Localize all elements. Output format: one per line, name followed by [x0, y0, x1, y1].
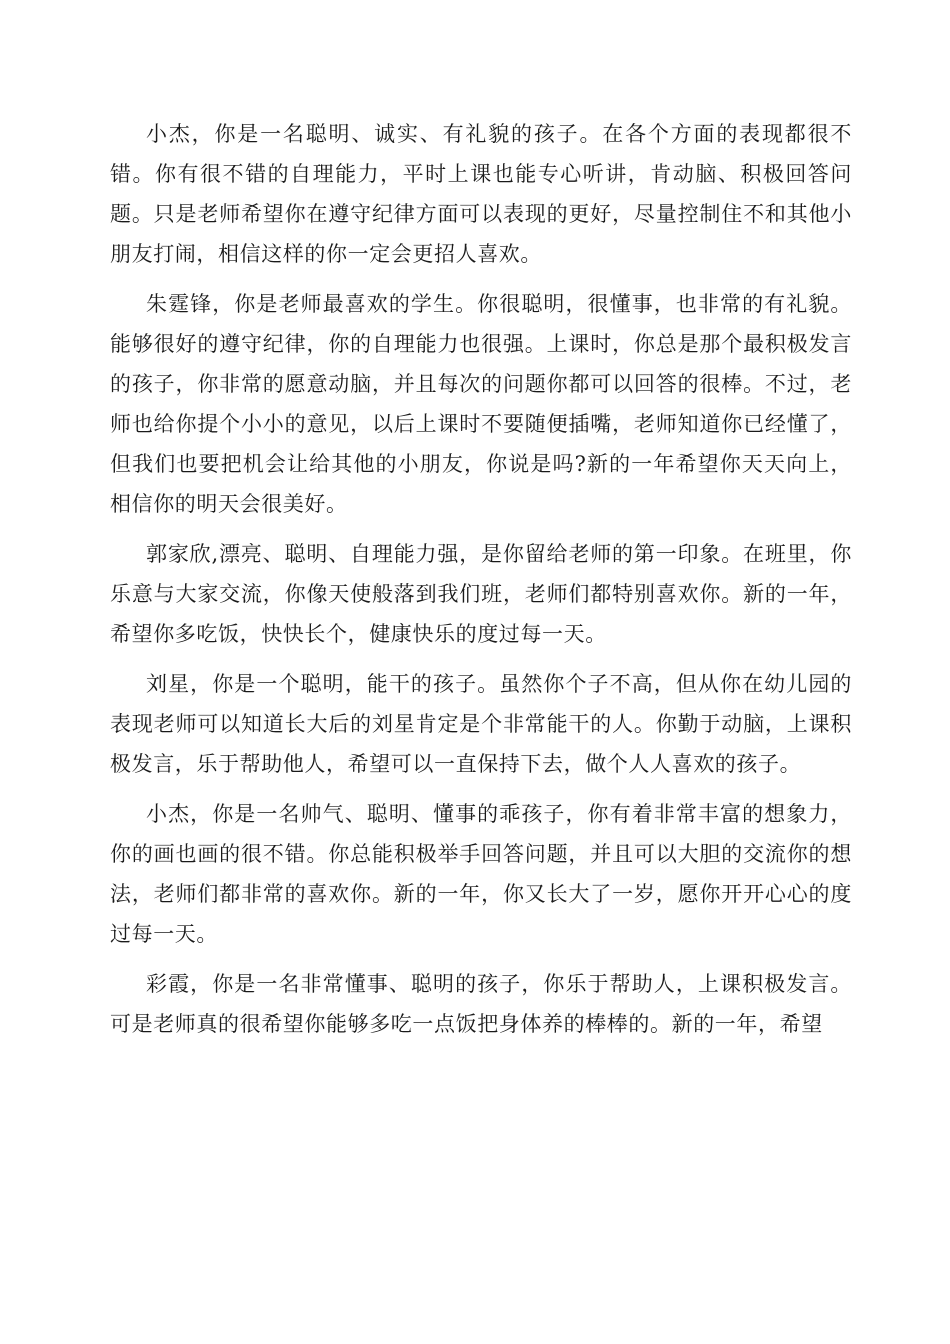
paragraph-comment-1: 小杰，你是一名聪明、诚实、有礼貌的孩子。在各个方面的表现都很不错。你有很不错的自理能力，平时上课也能专心听讲，肯动脑、积极回答问题。只是老师希望你在遵守纪律方面可以表现的更好，尽量控制住不和其他小朋友打闹，相信这样的你一定会更招人喜欢。 [110, 122, 852, 266]
paragraph-comment-6: 彩霞，你是一名非常懂事、聪明的孩子，你乐于帮助人，上课积极发言。可是老师真的很希望你能够多吃一点饭把身体养的棒棒的。新的一年，希望 [110, 972, 852, 1036]
paragraph-comment-3: 郭家欣,漂亮、聪明、自理能力强，是你留给老师的第一印象。在班里，你乐意与大家交流，你像天使般落到我们班，老师们都特别喜欢你。新的一年，希望你多吃饭，快快长个，健康快乐的度过每一天。 [110, 542, 852, 646]
paragraph-comment-2: 朱霆锋，你是老师最喜欢的学生。你很聪明，很懂事，也非常的有礼貌。能够很好的遵守纪律，你的自理能力也很强。上课时，你总是那个最积极发言的孩子，你非常的愿意动脑，并且每次的问题你都可以回答的很棒。不过，老师也给你提个小小的意见，以后上课时不要随便插嘴，老师知道你已经懂了，但我们也要把机会让给其他的小朋友，你说是吗?新的一年希望你天天向上，相信你的明天会很美好。 [110, 292, 852, 516]
document-body [110, 114, 852, 1054]
paragraph-comment-5: 小杰，你是一名帅气、聪明、懂事的乖孩子，你有着非常丰富的想象力，你的画也画的很不错。你总能积极举手回答问题，并且可以大胆的交流你的想法，老师们都非常的喜欢你。新的一年，你又长大了一岁，愿你开开心心的度过每一天。 [110, 802, 852, 946]
paragraph-comment-4: 刘星，你是一个聪明，能干的孩子。虽然你个子不高，但从你在幼儿园的表现老师可以知道长大后的刘星肯定是个非常能干的人。你勤于动脑，上课积极发言，乐于帮助他人，希望可以一直保持下去，做个人人喜欢的孩子。 [110, 672, 852, 776]
